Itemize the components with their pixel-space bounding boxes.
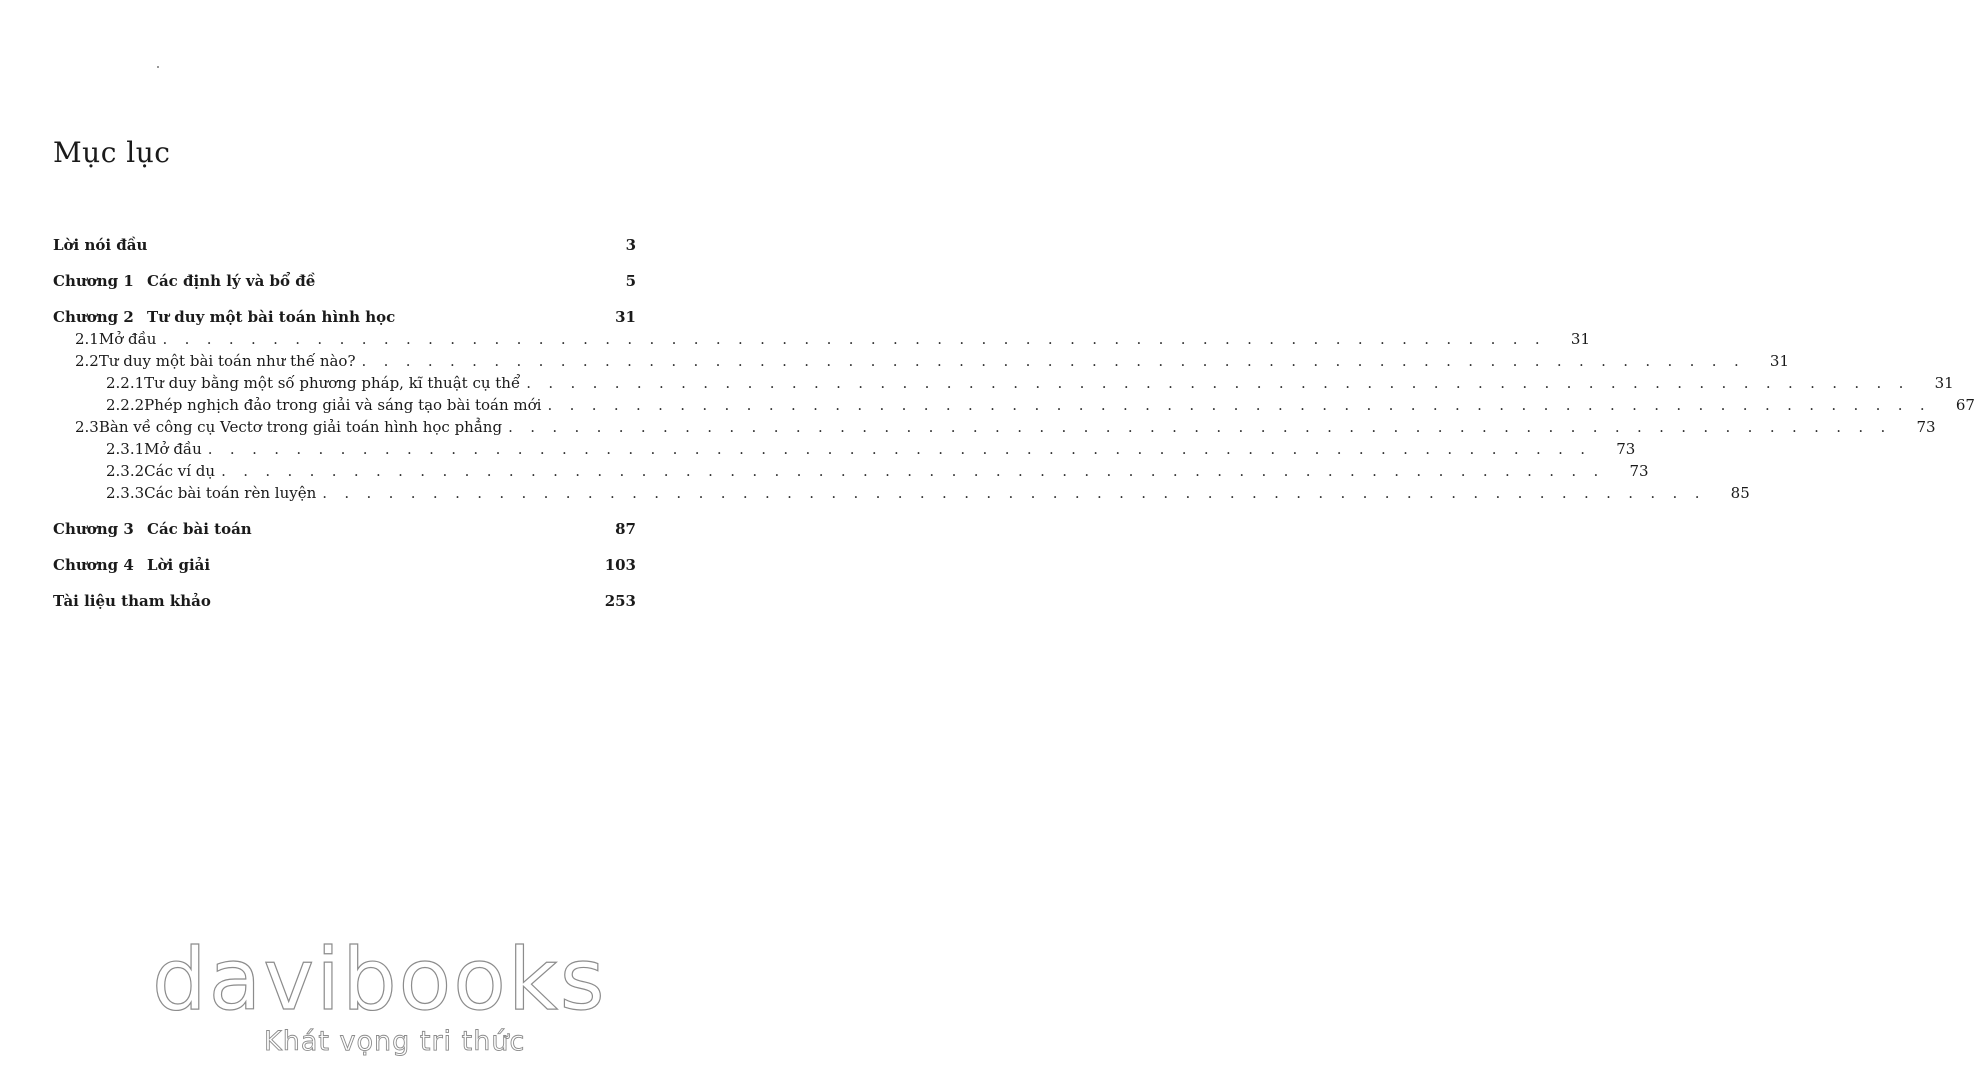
watermark-brand: davibooks (152, 930, 607, 1030)
toc-number: Chương 2 (53, 308, 134, 326)
toc-page: 31 (1934, 374, 1954, 392)
toc-page: 73 (1629, 462, 1649, 480)
toc-number: Chương 4 (53, 556, 134, 574)
toc-entry-subsection-2-3-3[interactable] (106, 482, 1750, 504)
toc-number: 2.2.2 (106, 396, 145, 414)
toc-page: 5 (625, 272, 636, 290)
toc-entry-section-2-2[interactable] (75, 350, 1790, 372)
toc-number: Chương 3 (53, 520, 134, 538)
toc-entry-front[interactable] (53, 234, 636, 256)
toc-page: 103 (604, 556, 636, 574)
toc-number: 2.2 (75, 352, 99, 370)
dot-leader: . . . . . . . . . . . . . . . . . . . . . . . . . . . . . . . . . . . . . . . . . . . . . . . . . . . . . . . . . . . . . . . (162, 330, 1546, 348)
toc-number: 2.3.2 (106, 462, 145, 480)
toc-page: 87 (615, 520, 636, 538)
toc-number: 2.3.1 (106, 440, 145, 458)
toc-page: 253 (604, 592, 636, 610)
toc-label: Tư duy một bài toán hình học (147, 308, 396, 326)
toc-label: Bàn về công cụ Vectơ trong giải toán hình học phẳng (98, 418, 503, 436)
toc-page: 31 (615, 308, 636, 326)
toc-entry-subsection-2-3-2[interactable] (106, 460, 1649, 482)
toc-number: 2.3.3 (106, 484, 145, 502)
toc-number: 2.3 (75, 418, 99, 436)
toc-label: Mở đầu (98, 330, 157, 348)
toc-entry-chapter-4[interactable] (53, 554, 636, 576)
toc-page: 31 (1570, 330, 1590, 348)
toc-page: 31 (1769, 352, 1790, 370)
toc-label: Lời nói đầu (53, 236, 148, 254)
toc-entry-chapter-1[interactable] (53, 270, 636, 292)
dot-leader: . . . . . . . . . . . . . . . . . . . . . . . . . . . . . . . . . . . . . . . . . . . . . . . . . . . . . . . . . . . . . . . (322, 484, 1706, 502)
page-title: Mục lục (53, 136, 171, 169)
toc-page: 3 (625, 236, 636, 254)
toc-page: 73 (1616, 440, 1636, 458)
toc-label: Các ví dụ (144, 462, 216, 480)
page-speck (157, 66, 159, 68)
toc-page: 73 (1916, 418, 1936, 436)
toc-label: Các bài toán rèn luyện (144, 484, 317, 502)
toc-entry-section-2-1[interactable] (75, 328, 1590, 350)
toc-number: 2.1 (75, 330, 99, 348)
toc-page: 67 (1955, 396, 1975, 414)
dot-leader: . . . . . . . . . . . . . . . . . . . . . . . . . . . . . . . . . . . . . . . . . . . . . . . . . . . . . . . . . . . . . . . (207, 440, 1592, 458)
toc-page: 85 (1730, 484, 1750, 502)
dot-leader: . . . . . . . . . . . . . . . . . . . . . . . . . . . . . . . . . . . . . . . . . . . . . . . . . . . . . . . . . . . . . . . (547, 396, 1931, 414)
toc-entry-chapter-2[interactable] (53, 306, 636, 328)
watermark-slogan: Khát vọng tri thức (264, 1026, 526, 1057)
toc-entry-subsection-2-2-1[interactable] (106, 372, 1954, 394)
toc-label: Các bài toán (147, 520, 252, 538)
dot-leader: . . . . . . . . . . . . . . . . . . . . . . . . . . . . . . . . . . . . . . . . . . . . . . . . . . . . . . . . . . . . . . . (361, 352, 1746, 370)
dot-leader: . . . . . . . . . . . . . . . . . . . . . . . . . . . . . . . . . . . . . . . . . . . . . . . . . . . . . . . . . . . . . . . (526, 374, 1910, 392)
toc-label: Tài liệu tham khảo (53, 592, 211, 610)
toc-label: Lời giải (147, 556, 211, 574)
toc-entry-subsection-2-3-1[interactable] (106, 438, 1636, 460)
toc-number: 2.2.1 (106, 374, 145, 392)
dot-leader: . . . . . . . . . . . . . . . . . . . . . . . . . . . . . . . . . . . . . . . . . . . . . . . . . . . . . . . . . . . . . . . (508, 418, 1892, 436)
toc-label: Phép nghịch đảo trong giải và sáng tạo bài toán mới (144, 396, 542, 414)
toc-entry-chapter-3[interactable] (53, 518, 636, 540)
toc-entry-section-2-3[interactable] (75, 416, 1936, 438)
toc-label: Các định lý và bổ đề (147, 272, 316, 290)
dot-leader: . . . . . . . . . . . . . . . . . . . . . . . . . . . . . . . . . . . . . . . . . . . . . . . . . . . . . . . . . . . . . . . (221, 462, 1605, 480)
toc-label: Tư duy bằng một số phương pháp, kĩ thuật cụ thể (144, 374, 521, 392)
toc-label: Mở đầu (144, 440, 202, 458)
toc-entry-subsection-2-2-2[interactable] (106, 394, 1975, 416)
toc-label: Tư duy một bài toán như thế nào? (98, 352, 356, 370)
toc-entry-references[interactable] (53, 590, 636, 612)
toc-number: Chương 1 (53, 272, 134, 290)
